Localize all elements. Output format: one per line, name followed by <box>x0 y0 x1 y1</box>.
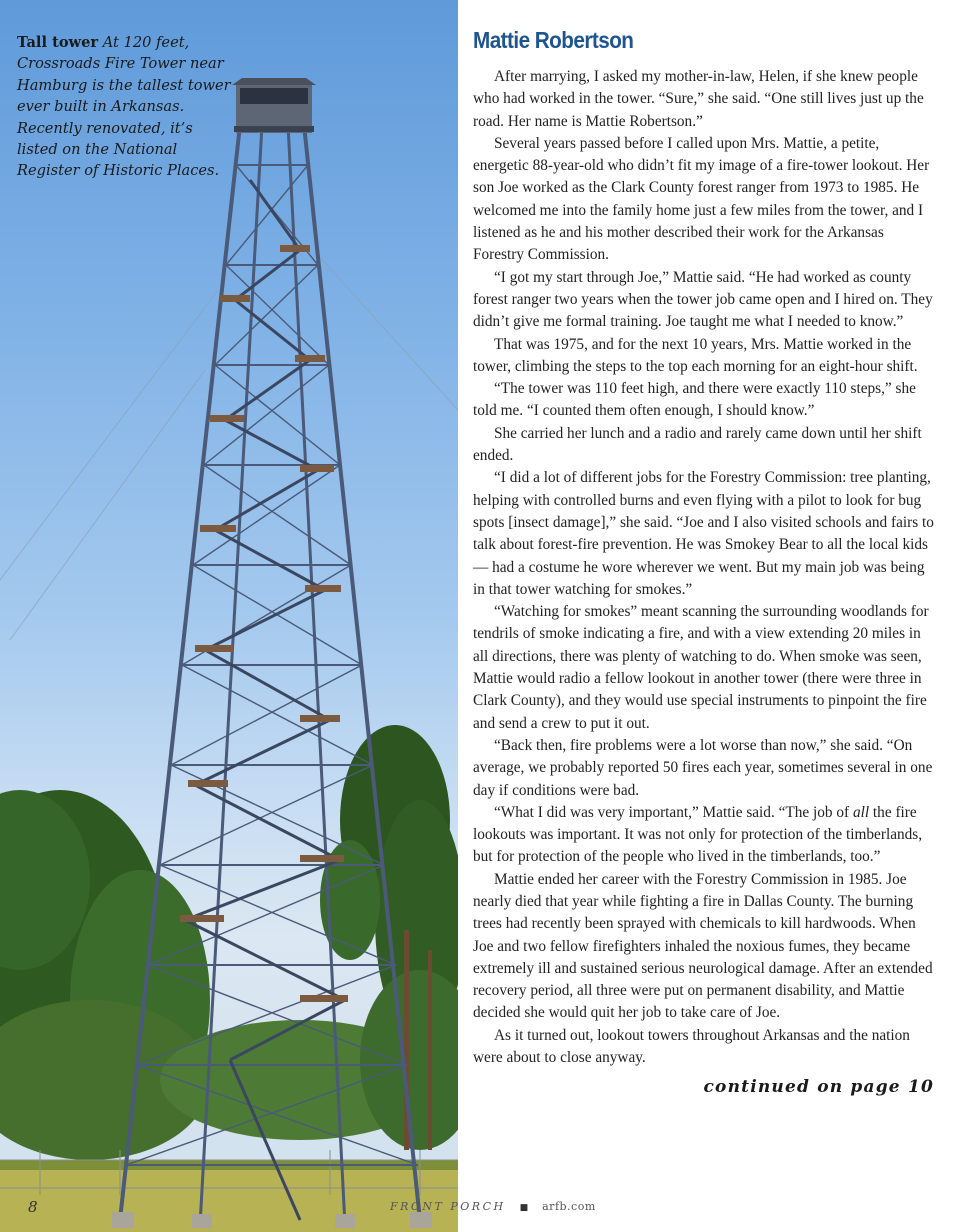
paragraph: That was 1975, and for the next 10 years, Mrs. Mattie worked in the tower, climbing the steps to the top each morning for an eight-hour shift. <box>473 335 918 375</box>
caption-title: Tall tower <box>17 34 99 51</box>
website-link[interactable]: arfb.com <box>542 1200 596 1213</box>
paragraph: “What I did was very important,” Mattie said. “The job of all the fire lookouts was important. It was not only for protection of the timberlands, but for protection of the people who lived in the timberlands, too.” <box>473 803 923 866</box>
paragraph: “Watching for smokes” meant scanning the surrounding woodlands for tendrils of smoke indicating a fire, and with a view extending 20 miles in all directions, there was plenty of watching to do. When smoke was seen, Mattie would radio a fellow lookout in another tower (there were three in Clark County), and they would use special instruments to pinpoint the fire and send a crew to put it out. <box>473 603 929 732</box>
paragraph: Several years passed before I called upon Mrs. Mattie, a petite, energetic 88-year-old who didn’t fit my image of a fire-tower lookout. Her son Joe worked as the Clark County forest ranger from 1973 to 1985. He welcomed me into the family home just a few miles from the tower, and I listened as he and his mother described their work for the Arkansas Forestry Commission. <box>473 134 930 264</box>
paragraph: Mattie ended her career with the Forestry Commission in 1985. Joe nearly died that year while fighting a fire in Dallas County. The burning trees had recently been sprayed with chemicals to kill hardwoods. When Joe and two fellow firefighters inhaled the noxious fumes, they became extremely ill and sustained serious neurological damage. After an extended recovery period, all three were put on permanent disability, and Mattie decided she would quit her job to take care of Joe. <box>473 870 933 1022</box>
paragraph: “Back then, fire problems were a lot worse than now,” she said. “On average, we probably reported 50 fires each year, sometimes several in one day if conditions were bad. <box>473 736 933 799</box>
article-body <box>473 66 935 1069</box>
fire-tower-photo <box>0 0 458 1232</box>
caption-text: At 120 feet, Crossroads Fire Tower near Hamburg is the tallest tower ever built in Arkansas. Recently renovated, it’s listed on the National Register of Historic Places. <box>17 34 231 180</box>
paragraph: “I got my start through Joe,” Mattie said. “He had worked as county forest ranger two years when the tower job came open and I hired on. They didn’t give me formal training. Joe taught me what I needed to know.” <box>473 268 933 331</box>
article-column <box>473 24 935 1097</box>
article-headline: Mattie Robertson <box>473 27 634 53</box>
paragraph: As it turned out, lookout towers throughout Arkansas and the nation were about to close anyway. <box>473 1026 910 1067</box>
paragraph: “The tower was 110 feet high, and there were exactly 110 steps,” she told me. “I counted them often enough, I should know.” <box>473 380 916 420</box>
paragraph: She carried her lunch and a radio and rarely came down until her shift ended. <box>473 424 922 465</box>
lookout-cab <box>232 78 316 133</box>
footer-separator: ■ <box>519 1203 529 1213</box>
continued-link[interactable]: continued on page 10 <box>703 1077 934 1098</box>
guy-wires <box>0 255 458 640</box>
emphasis: all <box>852 803 870 821</box>
fire-tower-illustration <box>0 0 458 1232</box>
paragraph: “I did a lot of different jobs for the Forestry Commission: tree planting, helping with controlled burns and even flying with a pilot to look for bug spots [insect damage],” she said. “Joe and I also visited schools and fairs to talk about forest-fire prevention. He was Smokey Bear to all the local kids — had a costume he wore wherever we went. But my main job was being in that tower watching for smokes.” <box>473 469 934 598</box>
footer <box>390 1200 596 1213</box>
photo-caption <box>17 32 232 182</box>
paragraph: After marrying, I asked my mother-in-law, Helen, if she knew people who had worked in the tower. “Sure,” she said. “One still lives just up the road. Her name is Mattie Robertson.” <box>473 68 924 130</box>
publication-name: FRONT PORCH <box>390 1200 506 1213</box>
page-number: 8 <box>28 1198 38 1216</box>
